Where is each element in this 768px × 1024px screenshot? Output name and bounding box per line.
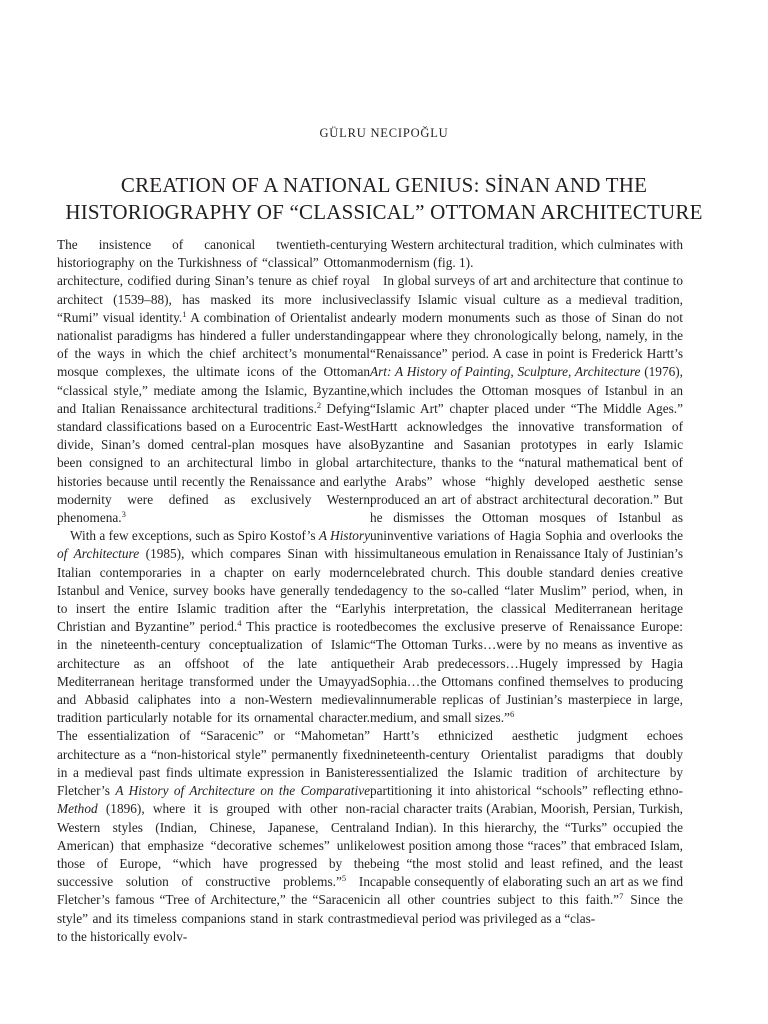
footnote-ref[interactable]: 3 <box>121 509 126 520</box>
text-run: A combination of Orientalist and nationalist paradigms has hindered a fuller understanding of the ways in which the chief architect’s monumental mosque complexes, the ultimate icons of the Ottoman “classical style,” mediate among the Islamic, Byzantine, and Italian Renaissance architectural traditions. <box>57 309 370 416</box>
text-run: With a few exceptions, such as Spiro Kostof’s <box>70 528 319 544</box>
paragraph <box>370 272 683 727</box>
book-title: A History of Architecture <box>57 528 370 562</box>
text-run: In Fletcher’s famous “Tree of Architecture,” the “Saracenic style” and its timeless companions stand in stark contrast to the historically evolv- <box>57 874 371 944</box>
text-run: (1976), which includes the Ottoman mosques of Istanbul in an “Islamic Art” chapter placed under “The Middle Ages.” Hartt acknowledges the innovative transformation of Byzantine and Sasanian prototypes in early Islamic architecture, thanks to the “natural mathematical bent of the Arabs” whose “highly developed aesthetic sense produced an art of abstract architectural decoration.” But he dismisses the Ottoman mosques of Istanbul as uninventive variations of Hagia Sophia and overlooks the simultaneous emulation in Renaissance Italy of Justinian’s celebrated church. This double standard denies creative agency to the so-called “later Muslim” period, when, in his interpretation, the classical Mediterranean heritage becomes the exclusive preserve of Renaissance Europe: “The Ottoman Turks…were by no means as inventive as their Arab predecessors…Hugely impressed by Hagia Sophia…the Ottomans confined themselves to producing innumerable replicas of Justinian’s masterpiece in large, medium, and small sizes.” <box>370 364 683 726</box>
paragraph <box>57 527 370 946</box>
footnote-ref[interactable]: 7 <box>619 891 624 902</box>
text-run: ing Western architectural tradition, which culminates with modernism (fig. 1). <box>370 237 683 271</box>
article-title <box>40 172 728 226</box>
text-run: This practice is rooted in the nineteenth-century conceptualization of Islamic architecture as an offshoot of the late antique Mediterranean heritage transformed under the Umayyad and Abbasid caliphates into a non-Western medieval tradition particularly notable for its ornamental character. The essentialization of “Saracenic” or “Mahometan” architecture as a “non-historical style” permanently fixed in a medieval past finds ultimate expression in Banister Fletcher’s <box>57 619 370 799</box>
text-run: In global surveys of art and architecture that continue to classify Islamic visual culture as a medieval tradition, early modern monuments such as those of Sinan do not appear where they chronologically belong, namely, in the “Renaissance” period. A case in point is Frederick Hartt’s <box>370 273 683 362</box>
text-run: (1985), which compares Sinan with his Italian contemporaries in a chapter on early modern Istanbul and Venice, survey books have generally tended to insert the entire Islamic tradition after the “Early Christian and Byzantine” period. <box>57 546 371 635</box>
left-column <box>57 236 370 946</box>
footnote-ref[interactable]: 6 <box>509 709 515 720</box>
book-title: Art: A History of Painting, Sculpture, Architecture <box>370 364 641 380</box>
paragraph <box>57 236 370 527</box>
footnote-ref[interactable]: 4 <box>237 618 242 629</box>
author-name: GÜLRU NECIPOĞLU <box>319 126 449 140</box>
text-run: (1896), where it is grouped with other non-Western styles (Indian, Chinese, Japanese, Central American) that emphasize “decorative schemes” unlike those of Europe, “which have progressed by the successive solution of constructive problems.” <box>57 801 370 890</box>
book-title: A History of Architecture on the Comparative Method <box>57 783 370 817</box>
paragraph <box>370 236 683 272</box>
footnote-ref[interactable]: 1 <box>182 308 187 319</box>
title-line-2: HISTORIOGRAPHY OF “CLASSICAL” OTTOMAN ARCHITECTURE <box>65 200 703 224</box>
paragraph <box>370 727 683 927</box>
text-run: The insistence of canonical twentieth-century historiography on the Turkishness of “classical” Ottoman architecture, codified during Sinan’s tenure as chief royal architect (1539–88), has masked its more inclusive “Rumi” visual identity. <box>57 237 370 325</box>
footnote-ref[interactable]: 2 <box>316 399 322 410</box>
title-line-1: CREATION OF A NATIONAL GENIUS: SİNAN AND THE <box>120 173 648 197</box>
right-column <box>370 236 683 928</box>
text-run: Hartt’s ethnicized aesthetic judgment echoes nineteenth-century Orientalist paradigms that doubly essentialized the Islamic tradition of architecture by partitioning it into ahistorical “schools” reflecting ethno-racial character traits (Arabian, Moorish, Persian, Turkish, and Indian). In this hierarchy, the “Turks” occupied the lowest position among those “races” that embraced Islam, being “the most stolid and least refined, and the least capable consequently of elaborating such an art as we find in all other countries subject to this faith.” <box>370 728 683 908</box>
text-run: Since the medieval period was privileged as a “clas- <box>370 892 683 926</box>
text-run: Defying standard classifications based on a Eurocentric East-West divide, Sinan’s domed central-plan mosques have also been consigned to an architectural limbo in global art histories because until recently the Renaissance and early modernity were defined as exclusively Western phenomena. <box>57 400 370 526</box>
footnote-ref[interactable]: 5 <box>341 873 347 884</box>
